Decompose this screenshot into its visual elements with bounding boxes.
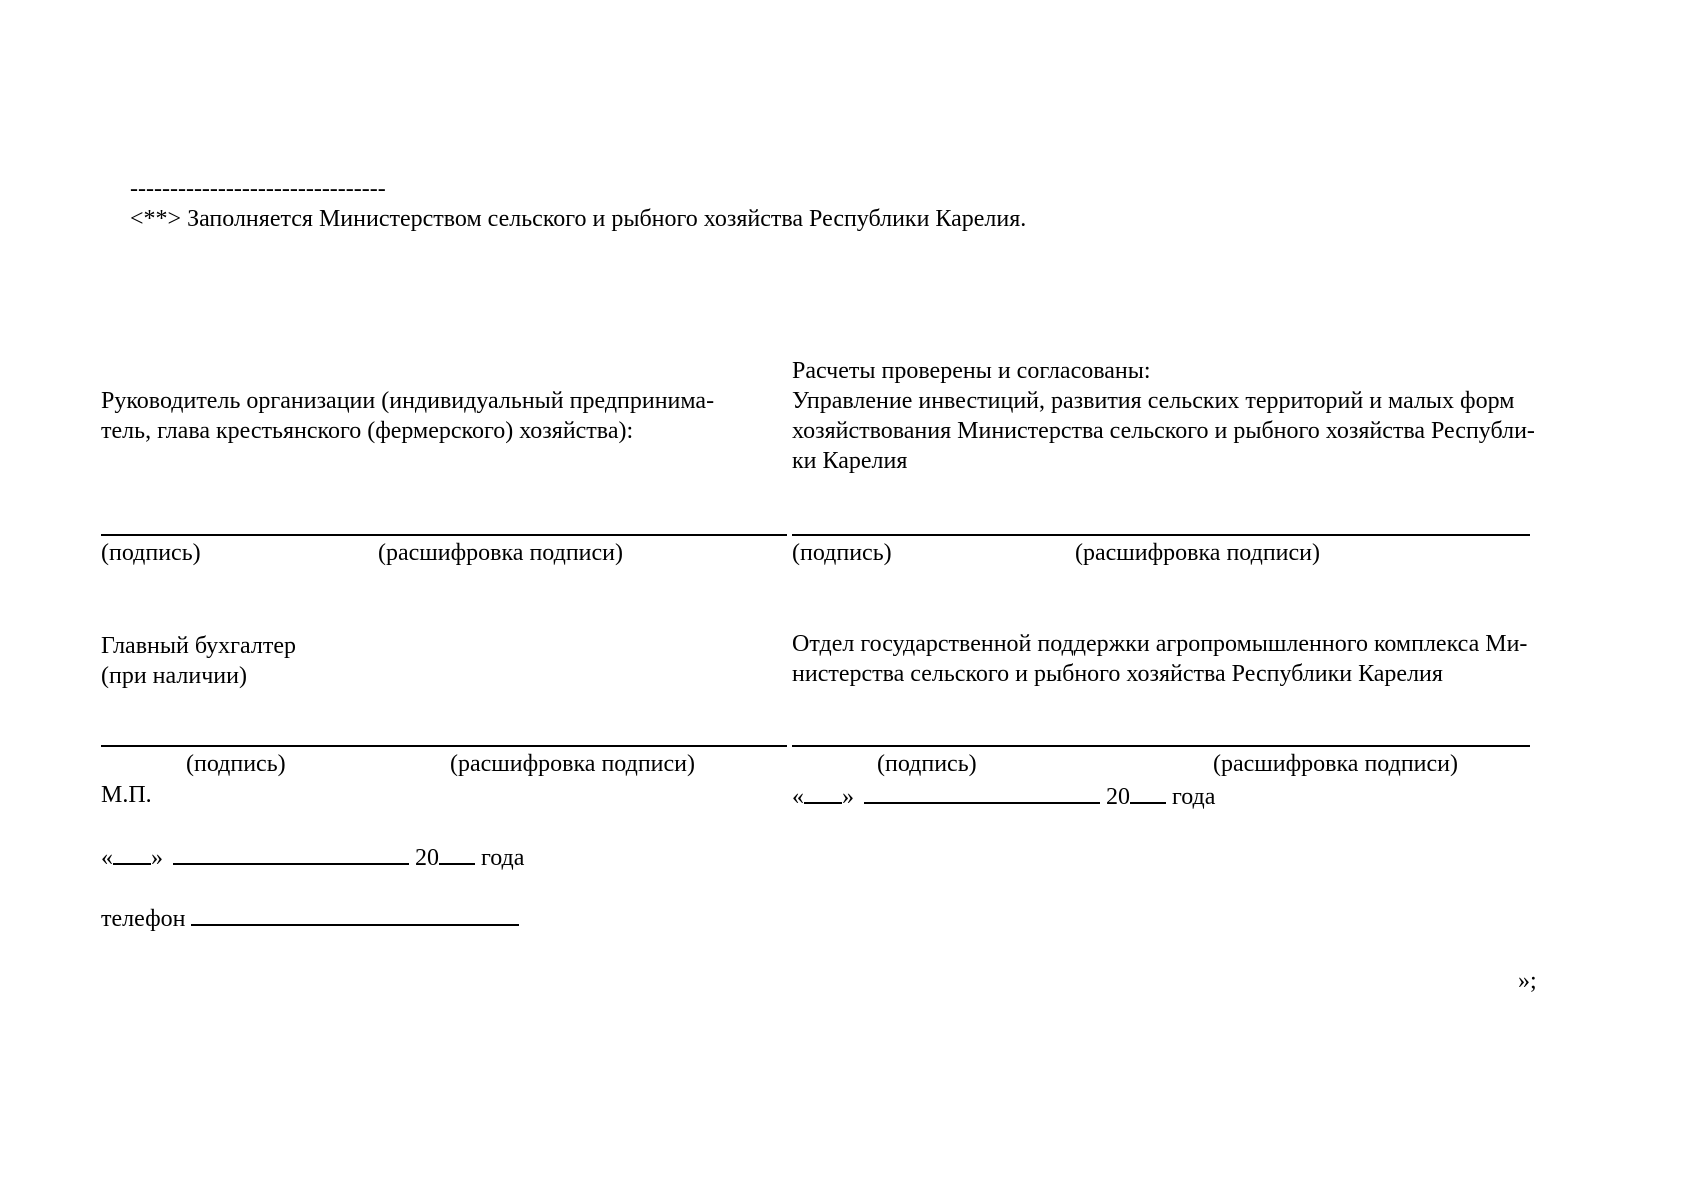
head-title-line1: Руководитель организации (индивидуальный предпринима- [101,388,715,414]
department-sign-label: (подпись) [792,540,892,566]
department-signature-line [792,534,1530,536]
footnote-text: <**> Заполняется Министерством сельского и рыбного хозяйства Республики Карелия. [130,206,1027,232]
checked-label: Расчеты проверены и согласованы: [792,358,1151,384]
office-signature-line [792,745,1530,747]
department-line3: ки Карелия [792,448,908,474]
right-date-line [792,780,1215,812]
stamp-label: М.П. [101,782,152,808]
left-date-line [101,841,524,873]
office-line2: нистерства сельского и рыбного хозяйства Республики Карелия [792,661,1443,687]
head-sign-label: (подпись) [101,540,201,566]
head-signature-line [101,534,787,536]
phone-line [101,902,519,934]
date-quote-open: « [792,784,804,810]
date-year-blank[interactable] [1130,780,1166,804]
office-sign-label: (подпись) [877,751,977,777]
closing-quote-mark: »; [1518,968,1537,994]
head-decode-label: (расшифровка подписи) [378,540,623,566]
department-line1: Управление инвестиций, развития сельских территорий и малых форм [792,388,1515,414]
accountant-title-line2: (при наличии) [101,663,247,689]
date-year-prefix: 20 [1106,784,1130,810]
department-line2: хозяйствования Министерства сельского и рыбного хозяйства Республи- [792,418,1535,444]
department-decode-label: (расшифровка подписи) [1075,540,1320,566]
accountant-decode-label: (расшифровка подписи) [450,751,695,777]
accountant-signature-line [101,745,787,747]
date-year-blank[interactable] [439,841,475,865]
date-year-suffix: года [481,845,525,871]
phone-blank[interactable] [191,902,519,926]
phone-label: телефон [101,906,186,932]
date-month-blank[interactable] [173,841,409,865]
date-day-blank[interactable] [113,841,151,865]
office-decode-label: (расшифровка подписи) [1213,751,1458,777]
head-title-line2: тель, глава крестьянского (фермерского) хозяйства): [101,418,634,444]
date-quote-close: » [842,784,854,810]
date-day-blank[interactable] [804,780,842,804]
date-month-blank[interactable] [864,780,1100,804]
footnote-separator: -------------------------------- [130,176,386,202]
date-quote-close: » [151,845,163,871]
accountant-title-line1: Главный бухгалтер [101,633,296,659]
date-year-suffix: года [1172,784,1216,810]
date-year-prefix: 20 [415,845,439,871]
accountant-sign-label: (подпись) [186,751,286,777]
office-line1: Отдел государственной поддержки агропромышленного комплекса Ми- [792,631,1528,657]
date-quote-open: « [101,845,113,871]
